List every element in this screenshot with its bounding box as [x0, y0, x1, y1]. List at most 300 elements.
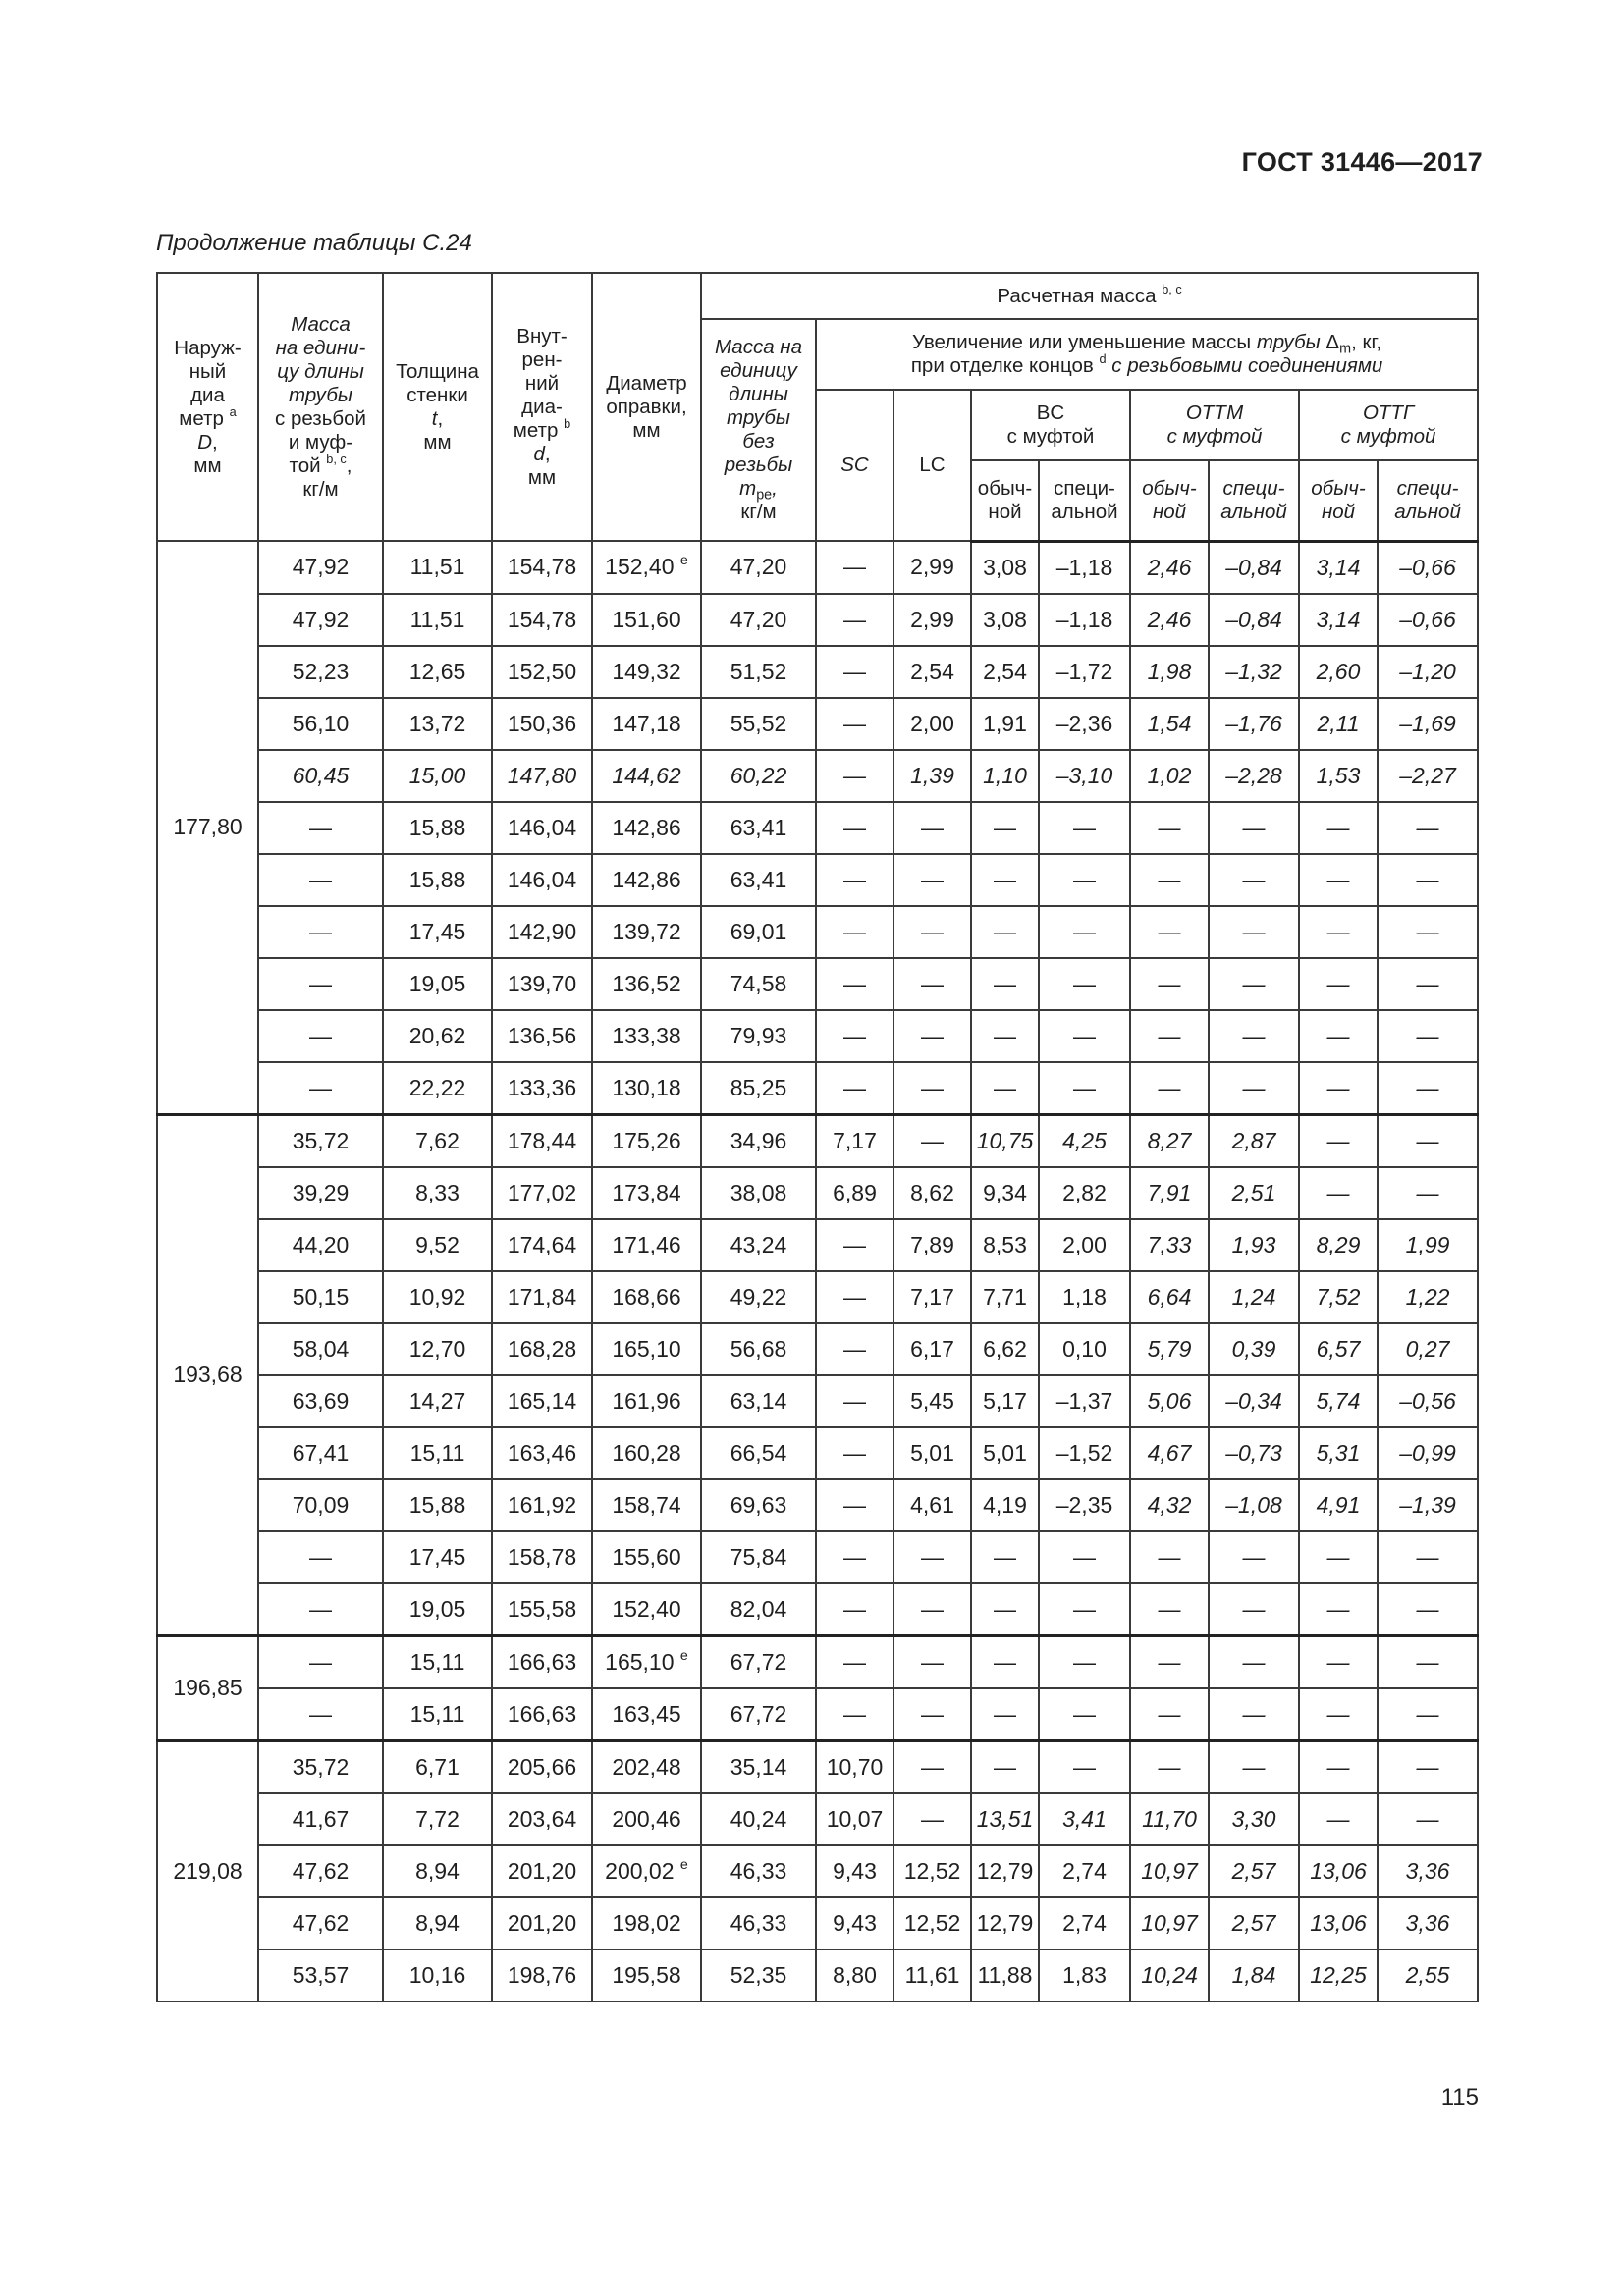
table-cell: 46,33: [701, 1845, 816, 1897]
outer-diameter-cell: 196,85: [157, 1635, 258, 1740]
table-cell: 34,96: [701, 1114, 816, 1167]
table-cell: 2,74: [1039, 1897, 1130, 1949]
outer-diameter-cell: 177,80: [157, 541, 258, 1114]
table-cell: —: [1378, 1793, 1478, 1845]
table-cell: 1,22: [1378, 1271, 1478, 1323]
table-cell: –1,18: [1039, 541, 1130, 594]
table-cell: —: [893, 1740, 971, 1793]
table-cell: –0,73: [1209, 1427, 1299, 1479]
table-cell: —: [1378, 906, 1478, 958]
table-cell: —: [816, 1219, 893, 1271]
table-cell: —: [1378, 1114, 1478, 1167]
table-cell: 7,71: [971, 1271, 1039, 1323]
table-cell: 1,39: [893, 750, 971, 802]
table-cell: 1,10: [971, 750, 1039, 802]
table-cell: —: [971, 1635, 1039, 1688]
table-cell: 10,07: [816, 1793, 893, 1845]
table-cell: —: [1378, 1688, 1478, 1741]
table-cell: —: [893, 1635, 971, 1688]
table-cell: 155,60: [592, 1531, 701, 1583]
header-mass-threaded: Масса на едини- цу длины трубы с резьбой и муф- той $^{b, c}$, кг/м: [258, 273, 383, 541]
table-cell: 165,10: [592, 1323, 701, 1375]
table-cell: –0,66: [1378, 594, 1478, 646]
header-ottg: ОТТГ с муфтой: [1299, 390, 1478, 460]
table-cell: 9,43: [816, 1897, 893, 1949]
table-cell: 147,18: [592, 698, 701, 750]
table-row: [157, 802, 1478, 854]
table-cell: 6,62: [971, 1323, 1039, 1375]
table-cell: —: [1209, 958, 1299, 1010]
table-cell: —: [971, 802, 1039, 854]
table-cell: 9,52: [383, 1219, 492, 1271]
table-cell: –1,18: [1039, 594, 1130, 646]
table-cell: 160,28: [592, 1427, 701, 1479]
table-cell: 2,87: [1209, 1114, 1299, 1167]
table-cell: 173,84: [592, 1167, 701, 1219]
table-cell: 47,20: [701, 594, 816, 646]
table-row: [157, 906, 1478, 958]
table-cell: 51,52: [701, 646, 816, 698]
table-cell: —: [1299, 1793, 1378, 1845]
table-cell: —: [1039, 1688, 1130, 1741]
table-cell: 1,24: [1209, 1271, 1299, 1323]
table-cell: –1,39: [1378, 1479, 1478, 1531]
table-cell: —: [893, 906, 971, 958]
table-cell: 1,99: [1378, 1219, 1478, 1271]
header-ottg-special: специ- альной: [1378, 460, 1478, 541]
table-cell: 158,78: [492, 1531, 592, 1583]
table-cell: —: [971, 1583, 1039, 1636]
table-cell: 5,17: [971, 1375, 1039, 1427]
table-cell: 11,51: [383, 541, 492, 594]
table-row: [157, 1114, 1478, 1167]
table-cell: —: [1299, 1531, 1378, 1583]
table-cell: –2,36: [1039, 698, 1130, 750]
table-cell: —: [816, 646, 893, 698]
table-cell: 69,63: [701, 1479, 816, 1531]
table-cell: 1,54: [1130, 698, 1209, 750]
table-cell: 8,29: [1299, 1219, 1378, 1271]
table-cell: 5,01: [893, 1427, 971, 1479]
table-cell: —: [1039, 1531, 1130, 1583]
table-cell: 82,04: [701, 1583, 816, 1636]
table-cell: 66,54: [701, 1427, 816, 1479]
table-cell: —: [1299, 1010, 1378, 1062]
table-cell: 2,46: [1130, 541, 1209, 594]
table-cell: —: [1039, 1062, 1130, 1115]
table-cell: 7,89: [893, 1219, 971, 1271]
table-cell: 75,84: [701, 1531, 816, 1583]
table-cell: —: [893, 1793, 971, 1845]
table-cell: 0,27: [1378, 1323, 1478, 1375]
table-cell: 55,52: [701, 698, 816, 750]
table-cell: —: [1209, 1740, 1299, 1793]
table-caption: Продолжение таблицы С.24: [156, 230, 472, 256]
table-cell: 10,92: [383, 1271, 492, 1323]
table-cell: 7,72: [383, 1793, 492, 1845]
table-cell: 4,19: [971, 1479, 1039, 1531]
outer-diameter-cell: 219,08: [157, 1740, 258, 2002]
table-cell: 67,72: [701, 1688, 816, 1741]
table-cell: 43,24: [701, 1219, 816, 1271]
table-cell: 7,52: [1299, 1271, 1378, 1323]
table-row: [157, 1635, 1478, 1688]
header-calculated-mass: Расчетная масса $^{b, c}$: [701, 273, 1478, 319]
table-cell: 35,72: [258, 1114, 383, 1167]
table-cell: 56,10: [258, 698, 383, 750]
table-cell: 163,45: [592, 1688, 701, 1741]
table-row: [157, 1793, 1478, 1845]
table-cell: 4,67: [1130, 1427, 1209, 1479]
table-cell: 20,62: [383, 1010, 492, 1062]
table-cell: —: [1039, 1635, 1130, 1688]
table-cell: —: [1209, 1688, 1299, 1741]
table-cell: 200,46: [592, 1793, 701, 1845]
table-cell: —: [1209, 1010, 1299, 1062]
table-cell: 133,36: [492, 1062, 592, 1115]
table-cell: 2,99: [893, 594, 971, 646]
table-cell: 2,60: [1299, 646, 1378, 698]
table-row: [157, 1271, 1478, 1323]
table-cell: 17,45: [383, 906, 492, 958]
table-cell: 11,70: [1130, 1793, 1209, 1845]
table-cell: 53,57: [258, 1949, 383, 2002]
table-row: [157, 1740, 1478, 1793]
table-row: [157, 1688, 1478, 1741]
table-cell: 22,22: [383, 1062, 492, 1115]
table-cell: 1,91: [971, 698, 1039, 750]
table-cell: —: [1378, 1010, 1478, 1062]
table-cell: 0,39: [1209, 1323, 1299, 1375]
table-cell: 178,44: [492, 1114, 592, 1167]
table-cell: 195,58: [592, 1949, 701, 2002]
table-cell: 151,60: [592, 594, 701, 646]
table-cell: —: [816, 750, 893, 802]
table-cell: –1,20: [1378, 646, 1478, 698]
table-cell: —: [816, 1635, 893, 1688]
table-cell: 5,79: [1130, 1323, 1209, 1375]
table-cell: —: [816, 1688, 893, 1741]
table-cell: —: [1378, 1740, 1478, 1793]
table-cell: –1,76: [1209, 698, 1299, 750]
table-cell: —: [1299, 1688, 1378, 1741]
table-cell: 56,68: [701, 1323, 816, 1375]
header-sc: SC: [816, 390, 893, 541]
table-cell: 41,67: [258, 1793, 383, 1845]
table-cell: –1,37: [1039, 1375, 1130, 1427]
table-cell: —: [258, 906, 383, 958]
table-cell: 5,31: [1299, 1427, 1378, 1479]
table-cell: —: [816, 1271, 893, 1323]
table-cell: —: [1299, 1167, 1378, 1219]
table-cell: 1,53: [1299, 750, 1378, 802]
table-cell: 12,70: [383, 1323, 492, 1375]
table-cell: 63,41: [701, 802, 816, 854]
table-cell: –1,52: [1039, 1427, 1130, 1479]
table-row: [157, 1949, 1478, 2002]
table-row: [157, 1583, 1478, 1636]
table-cell: 205,66: [492, 1740, 592, 1793]
table-cell: —: [816, 1323, 893, 1375]
table-cell: 13,06: [1299, 1845, 1378, 1897]
table-cell: 4,32: [1130, 1479, 1209, 1531]
table-cell: —: [1130, 854, 1209, 906]
table-cell: 12,79: [971, 1845, 1039, 1897]
table-cell: —: [1039, 854, 1130, 906]
table-cell: 200,02 $^e$: [592, 1845, 701, 1897]
table-cell: 67,72: [701, 1635, 816, 1688]
table-row: [157, 1323, 1478, 1375]
table-cell: —: [1378, 1167, 1478, 1219]
table-cell: 1,98: [1130, 646, 1209, 698]
table-cell: 13,72: [383, 698, 492, 750]
table-cell: 146,04: [492, 802, 592, 854]
table-cell: —: [816, 1531, 893, 1583]
table-cell: 10,75: [971, 1114, 1039, 1167]
table-cell: —: [1130, 1583, 1209, 1636]
table-cell: —: [1039, 802, 1130, 854]
table-cell: 9,43: [816, 1845, 893, 1897]
table-cell: —: [1209, 906, 1299, 958]
table-cell: 14,27: [383, 1375, 492, 1427]
table-cell: 15,11: [383, 1688, 492, 1741]
table-row: [157, 1897, 1478, 1949]
header-mass-delta: Увеличение или уменьшение массы трубы $\Delta_m$, кг, при отделке концов $^d$ с резьбовыми соединениями: [816, 319, 1478, 390]
table-cell: 146,04: [492, 854, 592, 906]
table-cell: —: [816, 594, 893, 646]
table-cell: 52,23: [258, 646, 383, 698]
table-cell: –2,35: [1039, 1479, 1130, 1531]
table-cell: —: [816, 698, 893, 750]
table-cell: 47,20: [701, 541, 816, 594]
table-cell: 8,80: [816, 1949, 893, 2002]
table-cell: —: [816, 906, 893, 958]
table-cell: —: [893, 1688, 971, 1741]
table-cell: —: [816, 958, 893, 1010]
table-row: [157, 1845, 1478, 1897]
table-cell: –0,34: [1209, 1375, 1299, 1427]
table-cell: 1,02: [1130, 750, 1209, 802]
table-cell: 201,20: [492, 1845, 592, 1897]
table-cell: 38,08: [701, 1167, 816, 1219]
document-standard-number: ГОСТ 31446—2017: [1241, 147, 1483, 177]
table-cell: 2,99: [893, 541, 971, 594]
table-cell: 142,86: [592, 854, 701, 906]
table-cell: 2,57: [1209, 1845, 1299, 1897]
table-cell: 147,80: [492, 750, 592, 802]
header-mass-plain-end: Масса на единицу длины трубы без резьбы $m_{pe}$, кг/м: [701, 319, 816, 541]
table-cell: —: [1130, 1740, 1209, 1793]
table-cell: 3,36: [1378, 1897, 1478, 1949]
table-cell: —: [1130, 958, 1209, 1010]
table-cell: 2,82: [1039, 1167, 1130, 1219]
table-cell: 139,72: [592, 906, 701, 958]
table-cell: 7,33: [1130, 1219, 1209, 1271]
table-cell: —: [893, 802, 971, 854]
table-cell: —: [1378, 1062, 1478, 1115]
header-wall-thickness: Толщина стенки t, мм: [383, 273, 492, 541]
table-row: [157, 1427, 1478, 1479]
table-cell: 175,26: [592, 1114, 701, 1167]
table-row: [157, 958, 1478, 1010]
table-cell: —: [1299, 1583, 1378, 1636]
table-cell: —: [1039, 906, 1130, 958]
table-cell: —: [893, 854, 971, 906]
table-body: [157, 541, 1478, 2002]
table-cell: 136,56: [492, 1010, 592, 1062]
table-cell: 6,71: [383, 1740, 492, 1793]
table-cell: 8,33: [383, 1167, 492, 1219]
table-cell: 3,14: [1299, 541, 1378, 594]
table-cell: —: [1209, 1583, 1299, 1636]
table-cell: 74,58: [701, 958, 816, 1010]
table-cell: —: [258, 854, 383, 906]
table-cell: 149,32: [592, 646, 701, 698]
table-cell: 12,65: [383, 646, 492, 698]
table-cell: —: [1130, 1635, 1209, 1688]
table-cell: 15,88: [383, 1479, 492, 1531]
table-cell: 154,78: [492, 541, 592, 594]
table-cell: 63,41: [701, 854, 816, 906]
table-cell: 79,93: [701, 1010, 816, 1062]
table-cell: 142,86: [592, 802, 701, 854]
table-cell: —: [1039, 1740, 1130, 1793]
table-cell: 13,06: [1299, 1897, 1378, 1949]
table-cell: 11,61: [893, 1949, 971, 2002]
table-cell: 6,89: [816, 1167, 893, 1219]
table-cell: –0,56: [1378, 1375, 1478, 1427]
header-bc: BC с муфтой: [971, 390, 1130, 460]
table-cell: —: [893, 1062, 971, 1115]
table-row: [157, 698, 1478, 750]
table-cell: 10,97: [1130, 1897, 1209, 1949]
table-cell: 35,72: [258, 1740, 383, 1793]
outer-diameter-cell: 193,68: [157, 1114, 258, 1635]
table-row: [157, 1531, 1478, 1583]
table-cell: 47,62: [258, 1897, 383, 1949]
table-cell: 166,63: [492, 1688, 592, 1741]
table-cell: 1,83: [1039, 1949, 1130, 2002]
table-cell: 171,84: [492, 1271, 592, 1323]
table-cell: –0,99: [1378, 1427, 1478, 1479]
table-cell: 142,90: [492, 906, 592, 958]
table-cell: —: [1130, 1062, 1209, 1115]
table-cell: 152,50: [492, 646, 592, 698]
table-cell: 161,92: [492, 1479, 592, 1531]
table-cell: 2,54: [893, 646, 971, 698]
table-cell: –1,32: [1209, 646, 1299, 698]
table-cell: —: [1299, 958, 1378, 1010]
table-cell: 2,46: [1130, 594, 1209, 646]
table-cell: 139,70: [492, 958, 592, 1010]
table-cell: —: [816, 1010, 893, 1062]
table-cell: 17,45: [383, 1531, 492, 1583]
table-cell: —: [816, 1062, 893, 1115]
table-cell: —: [1378, 854, 1478, 906]
table-cell: —: [258, 1531, 383, 1583]
table-cell: 154,78: [492, 594, 592, 646]
table-cell: 47,92: [258, 541, 383, 594]
table-cell: 69,01: [701, 906, 816, 958]
table-cell: 130,18: [592, 1062, 701, 1115]
table-cell: 49,22: [701, 1271, 816, 1323]
header-bc-special: специ- альной: [1039, 460, 1130, 541]
table-cell: 35,14: [701, 1740, 816, 1793]
table-cell: 5,01: [971, 1427, 1039, 1479]
table-cell: —: [1299, 1062, 1378, 1115]
table-cell: —: [1039, 958, 1130, 1010]
table-cell: —: [971, 906, 1039, 958]
table-cell: —: [1299, 1114, 1378, 1167]
table-cell: 47,92: [258, 594, 383, 646]
table-cell: 6,17: [893, 1323, 971, 1375]
table-cell: 158,74: [592, 1479, 701, 1531]
table-cell: 166,63: [492, 1635, 592, 1688]
table-cell: 3,08: [971, 541, 1039, 594]
table-cell: 63,14: [701, 1375, 816, 1427]
table-cell: —: [1130, 906, 1209, 958]
table-cell: –2,28: [1209, 750, 1299, 802]
table-cell: —: [971, 854, 1039, 906]
table-cell: —: [816, 854, 893, 906]
header-lc: LC: [893, 390, 971, 541]
table-cell: 6,57: [1299, 1323, 1378, 1375]
table-row: [157, 750, 1478, 802]
table-row: [157, 594, 1478, 646]
table-cell: —: [1039, 1010, 1130, 1062]
table-cell: 60,45: [258, 750, 383, 802]
table-cell: –1,08: [1209, 1479, 1299, 1531]
table-cell: 201,20: [492, 1897, 592, 1949]
table-cell: –2,27: [1378, 750, 1478, 802]
table-cell: —: [816, 1479, 893, 1531]
table-cell: 2,00: [1039, 1219, 1130, 1271]
table-cell: –1,72: [1039, 646, 1130, 698]
table-cell: 11,88: [971, 1949, 1039, 2002]
table-cell: 19,05: [383, 958, 492, 1010]
table-cell: —: [258, 1010, 383, 1062]
table-cell: 1,84: [1209, 1949, 1299, 2002]
header-outer-diameter: Наруж- ный диа метр $^a$ D, мм: [157, 273, 258, 541]
table-cell: –0,84: [1209, 541, 1299, 594]
table-cell: 150,36: [492, 698, 592, 750]
header-ottm-special: специ- альной: [1209, 460, 1299, 541]
table-cell: 70,09: [258, 1479, 383, 1531]
table-cell: 152,40: [592, 1583, 701, 1636]
table-cell: 46,33: [701, 1897, 816, 1949]
table-cell: —: [258, 802, 383, 854]
table-cell: 7,62: [383, 1114, 492, 1167]
table-cell: 5,74: [1299, 1375, 1378, 1427]
table-row: [157, 1010, 1478, 1062]
table-cell: 165,10 $^e$: [592, 1635, 701, 1688]
table-cell: 10,24: [1130, 1949, 1209, 2002]
table-cell: —: [1209, 1635, 1299, 1688]
table-cell: 19,05: [383, 1583, 492, 1636]
table-cell: 13,51: [971, 1793, 1039, 1845]
table-cell: 6,64: [1130, 1271, 1209, 1323]
table-cell: —: [971, 1531, 1039, 1583]
table-row: [157, 646, 1478, 698]
table-row: [157, 1219, 1478, 1271]
table-cell: 11,51: [383, 594, 492, 646]
table-cell: 2,11: [1299, 698, 1378, 750]
table-cell: 63,69: [258, 1375, 383, 1427]
table-cell: 3,41: [1039, 1793, 1130, 1845]
table-cell: —: [971, 1740, 1039, 1793]
table-cell: 3,36: [1378, 1845, 1478, 1897]
table-cell: 10,97: [1130, 1845, 1209, 1897]
